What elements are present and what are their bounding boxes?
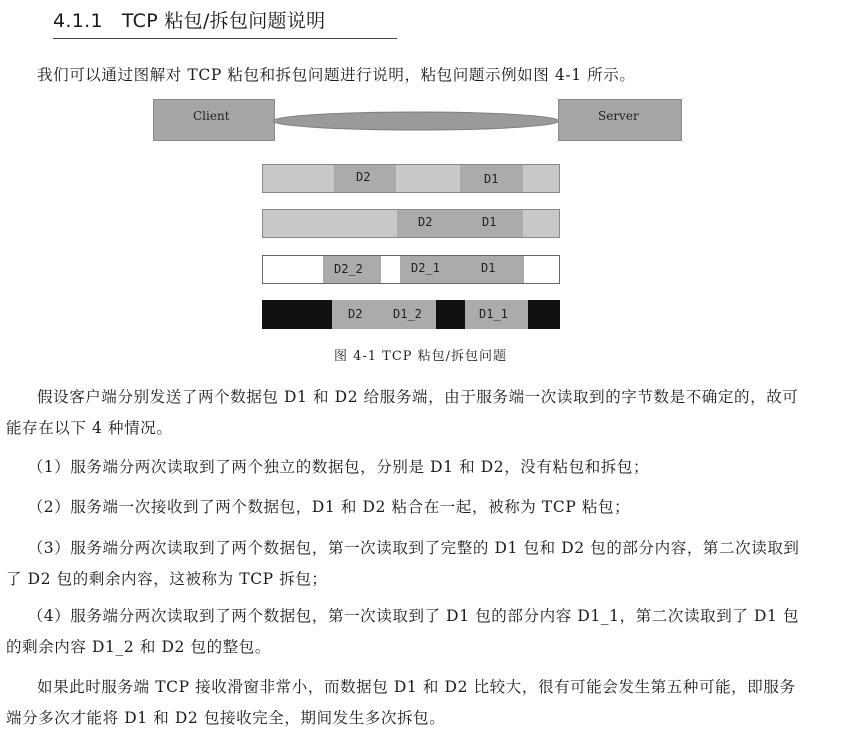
section-title: TCP 粘包/拆包问题说明 [121,10,326,32]
server-label: Server [598,109,639,123]
row1-d2-label: D2 [356,170,371,184]
intro-paragraph: 我们可以通过图解对 TCP 粘包和拆包问题进行说明，粘包问题示例如图 4-1 所示。 [37,66,636,84]
connection-ellipse [270,108,562,134]
paragraph-case-2: （2）服务端一次接收到了两个数据包，D1 和 D2 粘合在一起，被称为 TCP 粘包； [27,498,631,516]
client-label: Client [193,109,230,123]
row2-d1-label: D1 [482,215,497,229]
paragraph-case-4: （4）服务端分两次读取到了两个数据包，第一次读取到了 D1 包的部分内容 D1_1，第二次读取到了 D1 包的剩余内容 D1_2 和 D2 包的整包。 [6,607,800,656]
section-heading [53,6,325,33]
paragraph-case-1: （1）服务端分两次读取到了两个独立的数据包，分别是 D1 和 D2，没有粘包和拆包； [27,458,650,476]
section-underline [53,38,397,39]
row2-d2d1-segment [397,210,523,237]
row3-d2-1-label: D2_1 [411,261,440,275]
row3-d1-label: D1 [481,261,496,275]
row3-d2-2-label: D2_2 [334,262,363,276]
figure-caption: 图 4-1 TCP 粘包/拆包问题 [333,349,508,364]
paragraph-case-3: （3）服务端分两次读取到了两个数据包，第一次读取到了完整的 D1 包和 D2 包的部分内容，第二次读取到了 D2 包的剩余内容，这被称为 TCP 拆包； [6,539,800,588]
paragraph-5: 如果此时服务端 TCP 接收滑窗非常小，而数据包 D1 和 D2 比较大，很有可能会发生第五种可能，即服务端分多次才能将 D1 和 D2 包接收完全，期间发生多次拆包。 [6,678,796,727]
row2-d2-label: D2 [418,215,433,229]
row4-d1-2-label: D1_2 [393,307,422,321]
section-number: 4.1.1 [53,10,103,32]
paragraph-1: 假设客户端分别发送了两个数据包 D1 和 D2 给服务端，由于服务端一次读取到的字节数是不确定的，故可能存在以下 4 种情况。 [6,388,799,437]
row4-d2-label: D2 [348,307,363,321]
row4-d1-1-label: D1_1 [479,307,508,321]
row1-d1-label: D1 [484,172,499,186]
